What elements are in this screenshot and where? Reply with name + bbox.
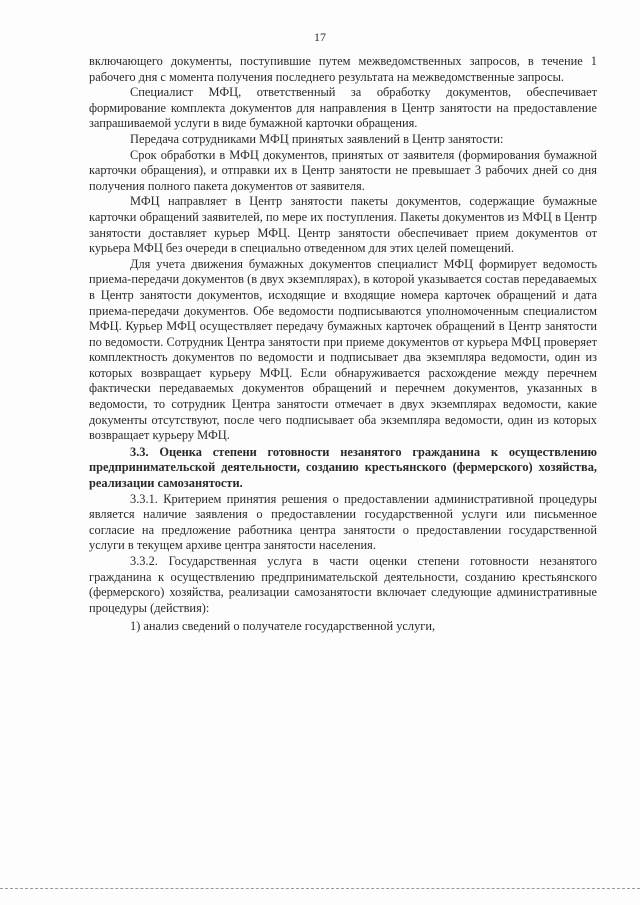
- paragraph-processing-term: Срок обработки в МФЦ документов, принятых от заявителя (формирования бумажной карточки обращения), и отправки их в Центр занятости не превышает 3 рабочих дней со дня получения полного пакета документов от заявителя.: [89, 147, 597, 193]
- paragraph-continuation: включающего документы, поступившие путем межведомственных запросов, в течение 1 рабочего дня с момента получения последнего результата на межведомственные запросы.: [89, 54, 597, 84]
- paragraph-mfc-specialist: Специалист МФЦ, ответственный за обработку документов, обеспечивает формирование комплекта документов для направления в Центр занятости на предоставление запрашиваемой услуги в виде бумажной карточки обращения.: [89, 85, 597, 131]
- section-heading-3-3: 3.3. Оценка степени готовности незанятого гражданина к осуществлению предпринимательской деятельности, созданию крестьянского (фермерского) хозяйства, реализации самозанятости.: [89, 444, 597, 491]
- paragraph-transfer-heading: Передача сотрудниками МФЦ принятых заявлений в Центр занятости:: [130, 131, 504, 146]
- page-bottom-rule: [0, 888, 640, 889]
- clause-3-3-2: 3.3.2. Государственная услуга в части оценки степени готовности незанятого гражданина к осуществлению предпринимательской деятельности, созданию крестьянского (фермерского) хозяйства, реализации самозанятости включает следующие административные процедуры (действия):: [89, 554, 597, 615]
- document-body: [89, 54, 597, 635]
- clause-3-3-1: 3.3.1. Критерием принятия решения о предоставлении административной процедуры является наличие заявления о предоставлении государственной услуги или письменное согласие на предложение работника центра занятости о предоставлении государственной услуги в текущем архиве центра занятости населения.: [89, 491, 597, 553]
- paragraph-document-register: Для учета движения бумажных документов специалист МФЦ формирует ведомость приема-передачи документов (в двух экземплярах), в которой указывается состав передаваемых в Центр занятости документов, исходящие и входящие номера карточек обращений и дата приема-передачи документов. Обе ведомости подписываются уполномоченным специалистом МФЦ. Курьер МФЦ осуществляет передачу бумажных карточек обращений в Центр занятости по ведомости. Сотрудник Центра занятости при приеме документов от курьера МФЦ проверяет комплектность документов по ведомости и подписывает два экземпляра ведомости, один из которых возвращает курьеру МФЦ. Если обнаруживается расхождение между перечнем фактически передаваемых документов обращений и перечнем документов, указанных в ведомости, то сотрудник Центра занятости отмечает в двух экземплярах ведомости, какие документы отсутствуют, после чего подписывает оба экземпляра ведомости, один из которых возвращает курьеру МФЦ.: [89, 256, 597, 443]
- page-number: 17: [314, 30, 326, 44]
- paragraph-packages: МФЦ направляет в Центр занятости пакеты документов, содержащие бумажные карточки обращений заявителей, по мере их поступления. Пакеты документов из МФЦ в Центр занятости доставляет курьер МФЦ. Центр занятости обеспечивает прием документов от курьера МФЦ без очереди в специально отведенном для этих целей помещений.: [89, 194, 597, 256]
- list-item-1: 1) анализ сведений о получателе государственной услуги,: [130, 619, 436, 634]
